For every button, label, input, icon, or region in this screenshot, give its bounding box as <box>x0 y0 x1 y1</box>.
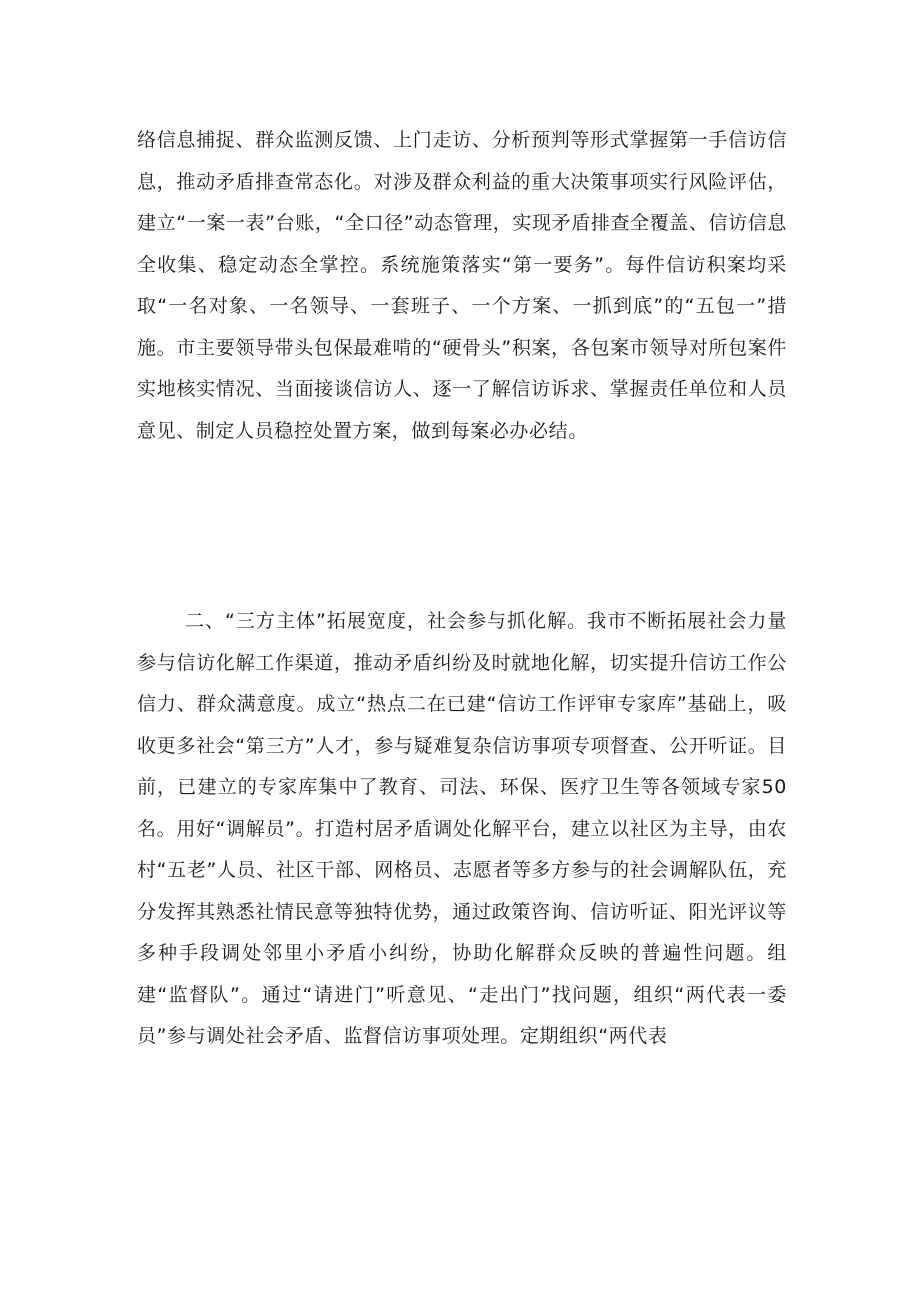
body-paragraph-continued: 络信息捕捉、群众监测反馈、上门走访、分析预判等形式掌握第一手信访信息，推动矛盾排查常态化。对涉及群众利益的重大决策事项实行风险评估，建立“一案一表”台账，“全口径”动态管理，实现矛盾排查全覆盖、信访信息全收集、稳定动态全掌控。系统施策落实“第一要务”。每件信访积案均采取“一名对象、一名领导、一套班子、一个方案、一抓到底”的“五包一”措施。市主要领导带头包保最难啃的“硬骨头”积案，各包案市领导对所包案件实地核实情况、当面接谈信访人、逐一了解信访诉求、掌握责任单位和人员意见、制定人员稳控处置方案，做到每案必办必结。 <box>137 129 787 442</box>
body-paragraph-section-two: 二、“三方主体”拓展宽度，社会参与抓化解。我市不断拓展社会力量参与信访化解工作渠道，推动矛盾纠纷及时就地化解，切实提升信访工作公信力、群众满意度。成立“热点二在已建“信访工作评审专家库”基础上，吸收更多社会“第三方”人才，参与疑难复杂信访事项专项督查、公开听证。目前，已建立的专家库集中了教育、司法、环保、医疗卫生等各领域专家50名。用好“调解员”。打造村居矛盾调处化解平台，建立以社区为主导，由农村“五老”人员、社区干部、网格员、志愿者等多方参与的社会调解队伍，充分发挥其熟悉社情民意等独特优势，通过政策咨询、信访听证、阳光评议等多种手段调处邻里小矛盾小纠纷，协助化解群众反映的普遍性问题。组建“监督队”。通过“请进门”听意见、“走出门”找问题，组织“两代表一委员”参与调处社会矛盾、监督信访事项处理。定期组织“两代表 <box>137 610 787 1047</box>
